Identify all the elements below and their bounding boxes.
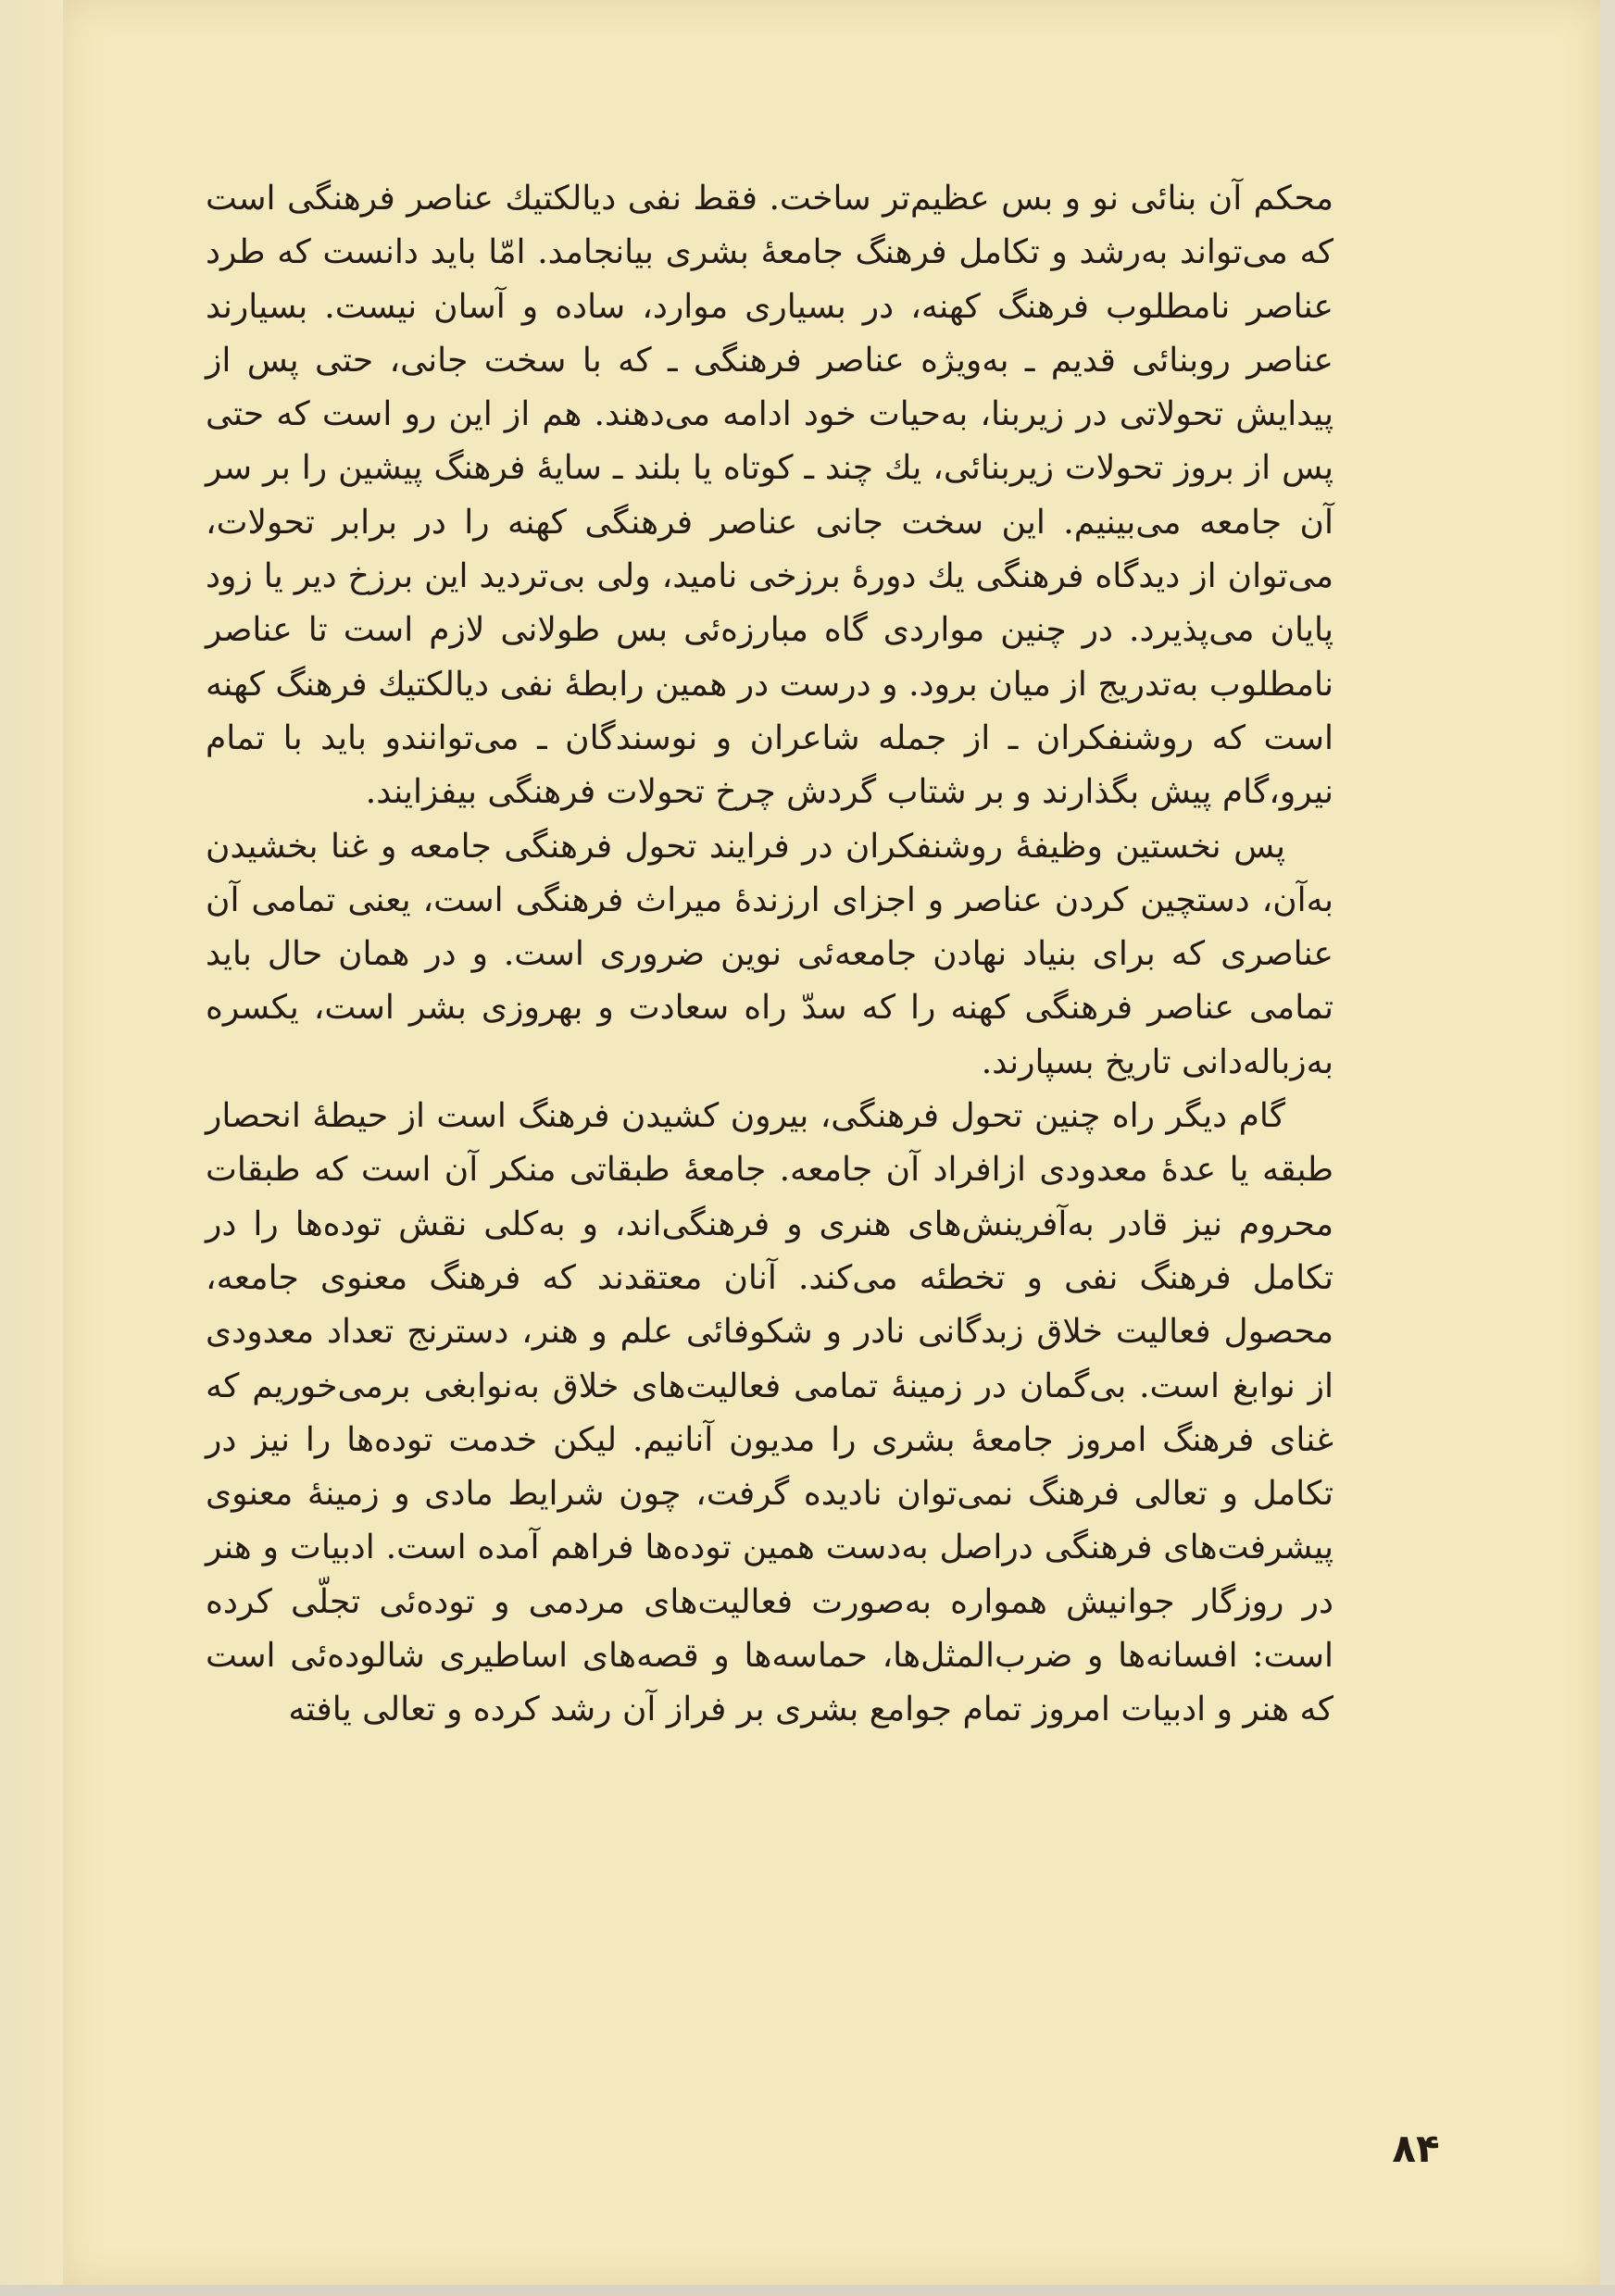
paragraph-1: محکم آن بنائی نو و بس عظیم‌تر ساخت. فقط نفی دیالکتیك عناصر فرهنگی است که می‌تواند به‌رشد و تکامل فرهنگ جامعهٔ بشری بیانجامد. امّا باید دانست که طرد عناصر نامطلوب فرهنگ کهنه، در بسیاری موارد، ساده و آسان نیست. بسیارند عناصر روبنائی قدیم ـ به‌ویژه عناصر فرهنگی ـ که با سخت جانی، حتی پس از پیدایش تحولاتی در زیربنا، به‌حیات خود ادامه می‌دهند. هم از این رو است که حتی پس از بروز تحولات زیربنائی، یك چند ـ کوتاه یا بلند ـ سایهٔ فرهنگ پیشین را بر سر آن جامعه می‌بینیم. این سخت جانی عناصر فرهنگی کهنه را در برابر تحولات، می‌توان از دیدگاه فرهنگی یك دورهٔ برزخی نامید، ولی بی‌تردید این برزخ دیر یا زود پایان می‌پذیرد. در چنین مواردی گاه مبارزه‌ئی بس طولانی لازم است تا عناصر نامطلوب به‌تدریج از میان برود. و درست در همین رابطهٔ نفی دیالکتیك فرهنگ کهنه است که روشنفکران ـ از جمله شاعران و نوسندگان ـ می‌توانندو باید با تمام نیرو،گام پیش بگذارند و بر شتاب گردش چرخ تحولات فرهنگی بیفزایند. [206,180,1333,812]
page-bottom-edge [0,2285,1615,2296]
body-text [206,172,1333,1738]
page-left-margin [0,0,63,2296]
page-number: ۸۴ [1392,2126,1440,2171]
paragraph-2: پس نخستین وظیفهٔ روشنفکران در فرایند تحول فرهنگی جامعه و غنا بخشیدن به‌آن، دستچین کردن عناصر و اجزای ارزندهٔ میراث فرهنگی است، یعنی تمامی آن عناصری که برای بنیاد نهادن جامعه‌ئی نوین ضروری است. و در همان حال باید تمامی عناصر فرهنگی کهنه را که سدّ راه سعادت و بهروزی بشر است، یکسره به‌زباله‌دانی تاریخ بسپارند. [206,827,1333,1081]
paragraph-3: گام دیگر راه چنین تحول فرهنگی، بیرون کشیدن فرهنگ است از حیطهٔ انحصار طبقه یا عدهٔ معدودی ازافراد آن جامعه. جامعهٔ طبقاتی منکر آن است که طبقات محروم نیز قادر به‌آفرینش‌های هنری و فرهنگی‌اند، و به‌کلی نقش توده‌ها را در تکامل فرهنگ نفی و تخطئه می‌کند. آنان معتقدند که فرهنگ معنوی جامعه، محصول فعالیت خلاق زبدگانی نادر و شکوفائی علم و هنر، دسترنج تعداد معدودی از نوابغ است. بی‌گمان در زمینهٔ تمامی فعالیت‌های خلاق به‌نوابغی برمی‌خوریم که غنای فرهنگ امروز جامعهٔ بشری را مدیون آنانیم. لیکن خدمت توده‌ها را نیز در تکامل و تعالی فرهنگ نمی‌توان نادیده گرفت، چون شرایط مادی و زمینهٔ معنوی پیشرفت‌های فرهنگی دراصل به‌دست همین توده‌ها فراهم آمده است. ادبیات و هنر در روزگار جوانیش همواره به‌صورت فعالیت‌های مردمی و توده‌ئی تجلّی کرده است: افسانه‌ها و ضرب‌المثل‌ها، حماسه‌ها و قصه‌های اساطیری شالوده‌ئی است که هنر و ادبیات امروز تمام جوامع بشری بر فراز آن رشد کرده و تعالی یافته [206,1097,1333,1729]
